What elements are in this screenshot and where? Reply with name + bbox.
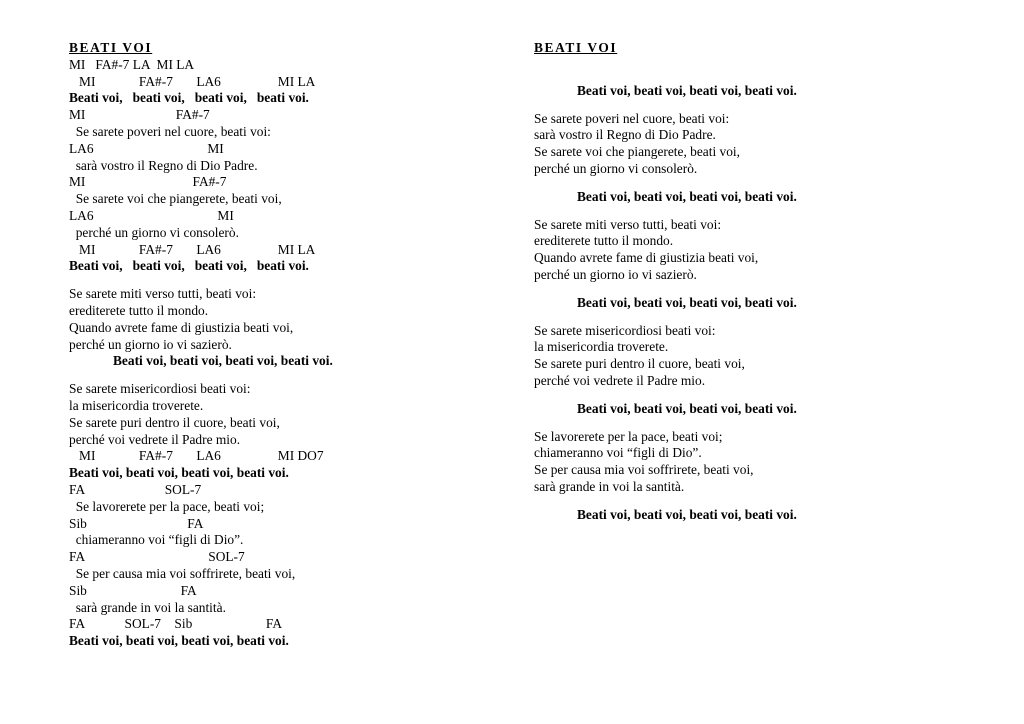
chord-line: Sib FA — [69, 515, 204, 531]
lyric-line: Se sarete miti verso tutti, beati voi: — [534, 216, 722, 232]
right-page — [534, 40, 974, 524]
stanza-gap — [534, 100, 974, 111]
lyric-line: Se sarete voi che piangerete, beati voi, — [534, 144, 740, 160]
lyric-line: Se sarete poveri nel cuore, beati voi: — [534, 110, 730, 126]
stanza-gap — [534, 57, 974, 83]
lyric-line: sarà vostro il Regno di Dio Padre. — [534, 127, 716, 143]
lyric-line: Se sarete miti verso tutti, beati voi: — [69, 286, 257, 302]
lyric-line: Se per causa mia voi soffrirete, beati voi, — [534, 462, 754, 478]
lyric-line: sarà vostro il Regno di Dio Padre. — [69, 157, 258, 173]
lyric-line: Se sarete voi che piangerete, beati voi, — [69, 191, 282, 207]
lyric-line: Quando avrete fame di giustizia beati voi, — [69, 319, 294, 335]
chord-line: MI FA#-7 LA6 MI LA — [69, 241, 316, 257]
lyric-line: erediterete tutto il mondo. — [534, 233, 674, 249]
lyric-line: Se lavorerete per la pace, beati voi; — [534, 428, 723, 444]
refrain-line: Beati voi, beati voi, beati voi, beati voi. — [577, 82, 797, 98]
chord-line: FA SOL-7 Sib FA — [69, 616, 283, 632]
chord-line: MI FA#-7 LA6 MI LA — [69, 73, 316, 89]
lyric-line: Se sarete misericordiosi beati voi: — [534, 322, 716, 338]
chord-line: MI FA#-7 — [69, 174, 227, 190]
stanza-gap — [69, 275, 509, 286]
lyric-line: la misericordia troverete. — [534, 339, 669, 355]
lyric-line: Se sarete puri dentro il cuore, beati voi, — [534, 356, 745, 372]
lyric-line: chiameranno voi “figli di Dio”. — [69, 532, 244, 548]
chord-line: MI FA#-7 LA MI LA — [69, 56, 195, 72]
lyric-line: sarà grande in voi la santità. — [534, 478, 685, 494]
chord-line: MI FA#-7 LA6 MI DO7 — [69, 448, 324, 464]
lyric-line: Se sarete puri dentro il cuore, beati voi, — [69, 414, 280, 430]
stanza-gap — [534, 206, 974, 217]
lyric-line: perché un giorno io vi sazierò. — [69, 336, 232, 352]
lyric-line: Quando avrete fame di giustizia beati voi, — [534, 250, 759, 266]
stanza-gap — [534, 390, 974, 401]
refrain-line: Beati voi, beati voi, beati voi, beati voi. — [577, 400, 797, 416]
lyric-line: perché un giorno vi consolerò. — [69, 224, 239, 240]
stanza-gap — [534, 178, 974, 189]
chord-line: Sib FA — [69, 582, 197, 598]
lyric-line: Se per causa mia voi soffrirete, beati voi, — [69, 565, 296, 581]
stanza-gap — [69, 370, 509, 381]
lyric-line: perché voi vedrete il Padre mio. — [534, 372, 706, 388]
stanza-gap — [534, 312, 974, 323]
lyric-line: perché un giorno io vi sazierò. — [534, 266, 697, 282]
refrain-line: Beati voi, beati voi, beati voi, beati voi. — [69, 465, 289, 481]
lyric-line: chiameranno voi “figli di Dio”. — [534, 445, 702, 461]
left-title: BEATI VOI — [69, 40, 153, 55]
chord-line: FA SOL-7 — [69, 549, 245, 565]
chord-line: LA6 MI — [69, 207, 234, 223]
chord-line: LA6 MI — [69, 140, 224, 156]
lyric-line: Se sarete misericordiosi beati voi: — [69, 381, 251, 397]
refrain-line: Beati voi, beati voi, beati voi, beati voi. — [577, 506, 797, 522]
lyric-line: Se sarete poveri nel cuore, beati voi: — [69, 123, 271, 139]
refrain-line: Beati voi, beati voi, beati voi, beati voi. — [69, 90, 309, 106]
refrain-line: Beati voi, beati voi, beati voi, beati voi. — [113, 353, 333, 369]
stanza-gap — [534, 418, 974, 429]
lyric-line: perché un giorno vi consolerò. — [534, 160, 698, 176]
lyric-line: sarà grande in voi la santità. — [69, 599, 226, 615]
refrain-line: Beati voi, beati voi, beati voi, beati voi. — [577, 188, 797, 204]
stanza-gap — [534, 496, 974, 507]
refrain-line: Beati voi, beati voi, beati voi, beati voi. — [577, 294, 797, 310]
stanza-gap — [534, 284, 974, 295]
refrain-line: Beati voi, beati voi, beati voi, beati voi. — [69, 633, 289, 649]
chord-line: MI FA#-7 — [69, 107, 210, 123]
left-page — [69, 40, 509, 650]
refrain-line: Beati voi, beati voi, beati voi, beati voi. — [69, 258, 309, 274]
lyric-line: perché voi vedrete il Padre mio. — [69, 431, 241, 447]
right-title: BEATI VOI — [534, 40, 618, 55]
lyric-line: Se lavorerete per la pace, beati voi; — [69, 498, 265, 514]
lyric-line: la misericordia troverete. — [69, 397, 204, 413]
lyric-line: erediterete tutto il mondo. — [69, 302, 209, 318]
chord-line: FA SOL-7 — [69, 481, 202, 497]
